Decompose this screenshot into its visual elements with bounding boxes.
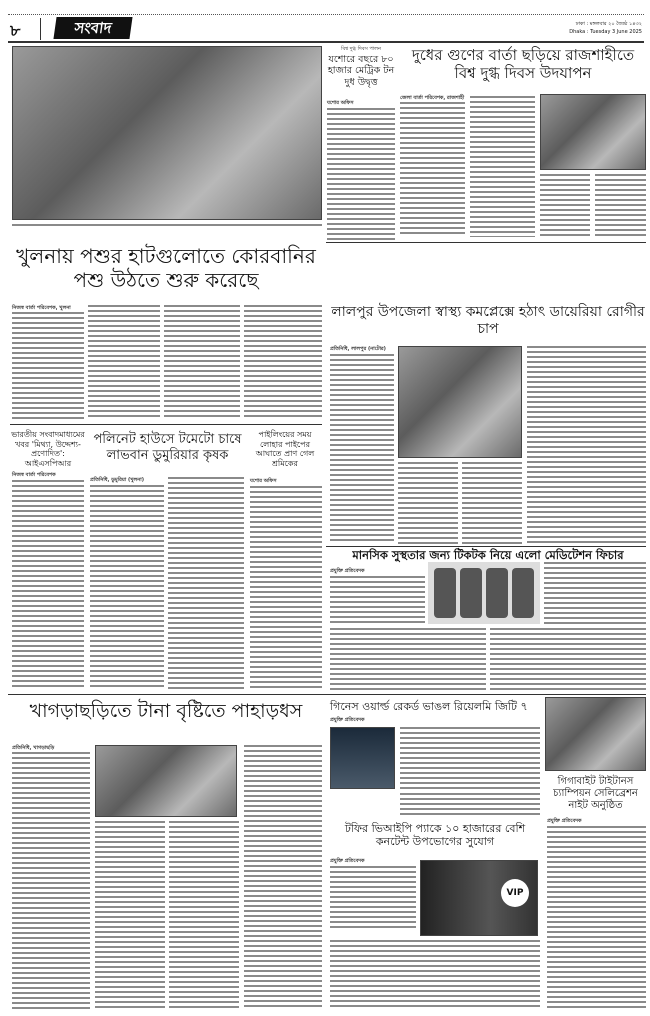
gigabyte-event-photo <box>545 697 646 771</box>
divider <box>10 424 322 425</box>
article-body <box>90 485 164 690</box>
jessore-milk-story <box>326 46 396 88</box>
byline: প্রতিনিধি, লালপুর (নাটোর) <box>330 346 386 352</box>
article-body <box>398 462 458 544</box>
page-number: ৮ <box>10 21 21 40</box>
tiktok-phones-image <box>428 562 540 624</box>
byline: যশোর অফিস <box>250 478 277 484</box>
realme-record-image <box>330 727 395 789</box>
article-body <box>595 174 646 237</box>
realme-headline: গিনেস ওয়ার্ল্ড রেকর্ড ভাঙল রিয়েলমি জিটি ৭ <box>330 700 528 713</box>
byline: প্রযুক্তি প্রতিবেদক <box>330 858 365 864</box>
newspaper-logo: সংবাদ <box>53 17 132 39</box>
article-body <box>330 354 394 544</box>
article-body <box>330 866 416 928</box>
phone-icon <box>512 568 534 618</box>
article-body <box>330 940 540 1010</box>
article-body <box>330 628 486 690</box>
byline: প্রতিনিধি, খাগড়াছড়ি <box>12 745 55 751</box>
article-body <box>330 576 425 624</box>
article-body <box>244 745 322 1010</box>
article-body <box>470 96 535 237</box>
article-body <box>462 462 522 544</box>
header-date <box>569 20 642 36</box>
tiktok-headline: মানসিক সুস্থতার জন্য টিকটক নিয়ে এলো মেডিটেশন ফিচার <box>352 548 624 562</box>
article-body <box>244 305 322 420</box>
article-body <box>327 108 395 240</box>
article-body <box>540 174 590 237</box>
rajshahi-milk-headline: দুধের গুণের বার্তা ছড়িয়ে রাজশাহীতে বিশ্ব দুগ্ধ দিবস উদযাপন <box>411 46 635 82</box>
khulna-headline: খুলনায় পশুর হাটগুলোতে কোরবানির পশু উঠতে শুরু করেছে <box>16 244 316 292</box>
article-body <box>400 102 465 237</box>
article-body <box>250 486 322 690</box>
byline: প্রযুক্তি প্রতিবেদক <box>330 568 365 574</box>
ispr-headline: ভারতীয় সংবাদমাধ্যমের খবর 'মিথ্যা, উদ্দেশ্য-প্রণোদিত': আইএসপিআর <box>11 430 85 468</box>
hospital-photo <box>398 346 522 458</box>
photo-caption <box>12 224 322 228</box>
article-body <box>164 305 240 420</box>
article-body <box>168 477 244 690</box>
header-top-rule <box>8 14 644 15</box>
byline: প্রযুক্তি প্রতিবেদক <box>547 818 582 824</box>
headline: যশোরে বছরে ৮০ হাজার মেট্রিক টন দুধ উদ্বৃত্ত <box>327 54 395 88</box>
article-body <box>12 752 90 1010</box>
header-rule <box>8 41 644 43</box>
divider <box>326 242 646 243</box>
landslide-photo <box>95 745 237 817</box>
rally-photo <box>540 94 646 170</box>
divider <box>8 694 646 695</box>
phone-icon <box>486 568 508 618</box>
article-body <box>12 480 84 690</box>
article-body <box>88 305 160 420</box>
vip-badge: VIP <box>501 879 529 907</box>
piling-headline: পাইলিংয়ের সময় লোহার পাইপের আঘাতে প্রাণ গেল শ্রমিকের <box>255 430 315 468</box>
toffee-headline: টফির ভিআইপি প্যাকে ১০ হাজারের বেশি কনটেন্ট উপভোগের সুযোগ <box>344 822 526 849</box>
toffee-vip-image <box>420 860 538 936</box>
article-body <box>544 562 646 624</box>
byline: প্রতিনিধি, ডুমুরিয়া (খুলনা) <box>90 477 144 483</box>
byline: নিজস্ব বার্তা পরিবেশক, খুলনা <box>12 305 71 311</box>
article-body <box>12 312 84 420</box>
phone-icon <box>460 568 482 618</box>
article-body <box>490 628 646 690</box>
cattle-market-photo <box>12 46 322 220</box>
date-english: Dhaka : Tuesday 3 June 2025 <box>569 29 642 35</box>
header-divider <box>40 18 41 40</box>
khagrachari-headline: খাগড়াছড়িতে টানা বৃষ্টিতে পাহাড়ধস <box>29 700 303 722</box>
gigabyte-headline: গিগাবাইট টাইটানস চ্যাম্পিয়ন সেলিব্রেশন নাইট অনুষ্ঠিত <box>553 776 638 811</box>
article-body <box>547 826 646 1010</box>
kicker: বিশ্ব দুগ্ধ দিবস পালন <box>341 46 381 52</box>
byline: জেলা বার্তা পরিবেশক, রাজশাহী <box>400 95 465 101</box>
article-body <box>400 793 540 817</box>
article-body <box>95 821 165 1010</box>
polynet-headline: পলিনেট হাউসে টমেটো চাষে লাভবান ডুমুরিয়ার কৃষক <box>93 432 242 463</box>
lalpur-headline: লালপুর উপজেলা স্বাস্থ্য কমপ্লেক্সে হঠাৎ ডায়েরিয়া রোগীর চাপ <box>331 304 645 337</box>
phone-icon <box>434 568 456 618</box>
byline: যশোর অফিস <box>327 100 354 106</box>
byline: প্রযুক্তি প্রতিবেদক <box>330 717 365 723</box>
divider <box>326 546 646 547</box>
article-body <box>169 821 239 1010</box>
date-bengali: ঢাকা : মঙ্গলবার ২০ জ্যৈষ্ঠ ১৪৩২ <box>575 21 642 27</box>
article-body <box>400 727 540 789</box>
article-body <box>527 346 646 544</box>
byline: নিজস্ব বার্তা পরিবেশক <box>12 472 56 478</box>
